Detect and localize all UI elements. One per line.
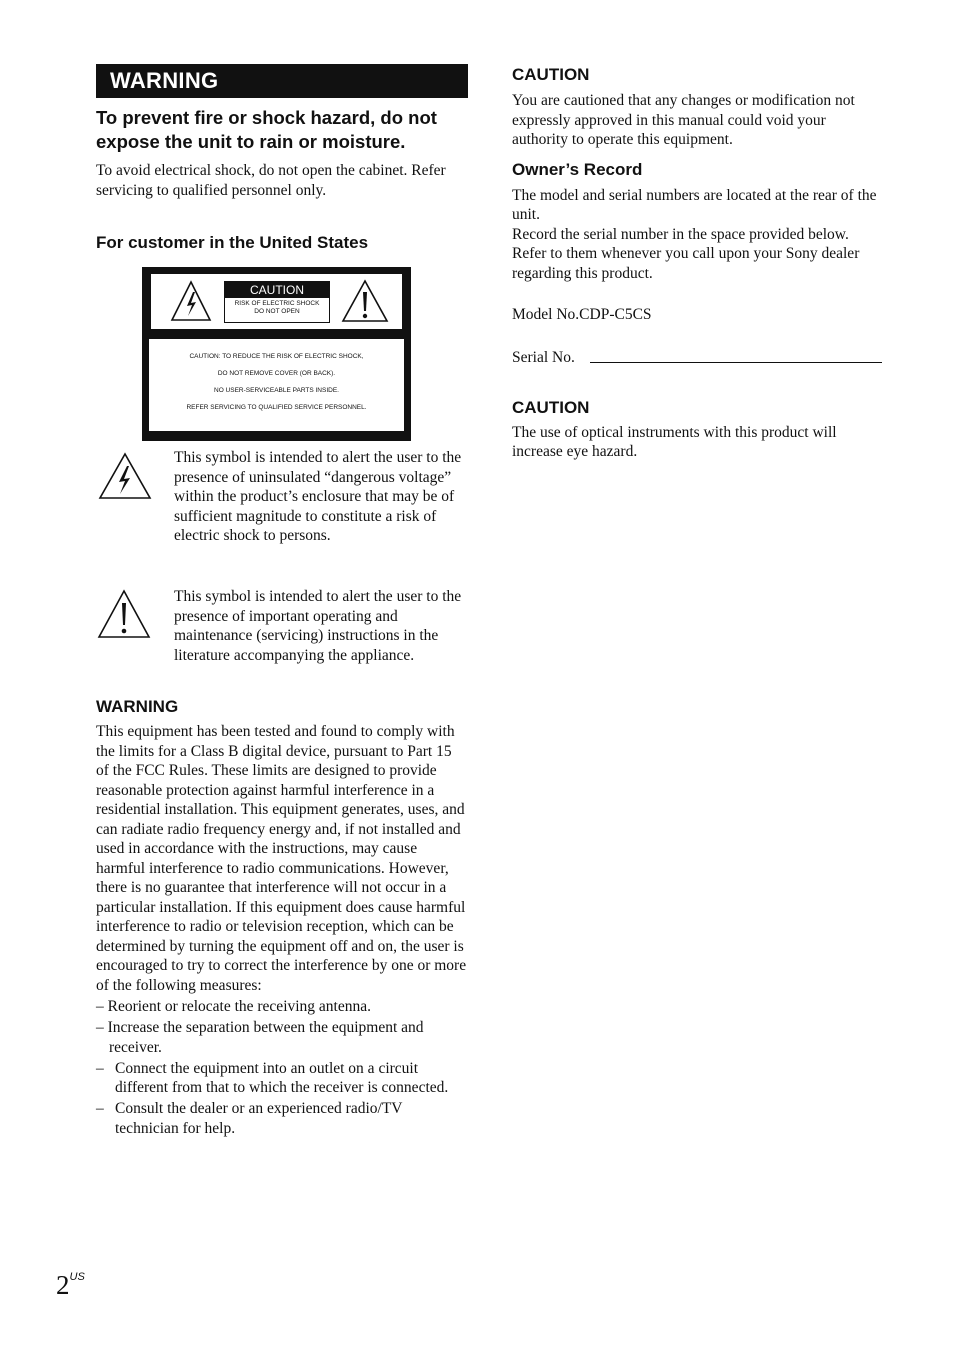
caution-label-top xyxy=(151,274,402,329)
caution-label-text xyxy=(149,339,404,431)
caution-box-line2: DO NOT OPEN xyxy=(254,308,300,315)
caution-text-1: You are cautioned that any changes or modification not expressly approved in this manual could void your authority to operate this equipment. xyxy=(512,92,855,148)
caution-line-2: DO NOT REMOVE COVER (OR BACK). xyxy=(217,370,336,377)
caution-text-2: The use of optical instruments with this product will increase eye hazard. xyxy=(512,423,837,460)
caution-line-3: NO USER-SERVICEABLE PARTS INSIDE. xyxy=(214,387,339,394)
measure-item xyxy=(96,1099,468,1138)
caution-heading-2: CAUTION xyxy=(512,397,590,417)
measure-item: – Increase the separation between the equipment and receiver. xyxy=(96,1019,424,1056)
caution-heading-1: CAUTION xyxy=(512,65,590,84)
owners-record-heading: Owner’s Record xyxy=(512,159,643,179)
serial-number-label: Serial No. xyxy=(512,348,575,366)
measure-text: Connect the equipment into an outlet on a circuit different from that to which the receiver is connected. xyxy=(115,1059,449,1096)
caution-box-head: CAUTION xyxy=(225,282,329,298)
owners-record-text-2: Record the serial number in the space provided below. Refer to them whenever you call upon your Sony dealer regarding this product. xyxy=(512,225,860,282)
fcc-warning-text: This equipment has been tested and found to comply with the limits for a Class B digital device, pursuant to Part 15 of the FCC Rules. These limits are designed to provide reasonable protection against harmful interference in a residential installation. This equipment generates, uses, and can radiate radio frequency energy and, if not installed and used in accordance with the instructions, may cause harmful interference to radio communications. However, there is no guarantee that interference will not occur in a particular installation. If this equipment does cause harmful interference to radio or television reception, which can be determined by turning the equipment off and on, the user is encouraged to try to correct the interference by one or more of the following measures: xyxy=(96,723,467,994)
measure-dash: – xyxy=(96,1059,104,1077)
us-customer-heading: For customer in the United States xyxy=(96,233,369,252)
page-number-suffix: US xyxy=(69,1271,85,1283)
warning-banner: WARNING xyxy=(96,64,468,98)
right-column xyxy=(512,64,884,462)
caution-line-4: REFER SERVICING TO QUALIFIED SERVICE PERSONNEL. xyxy=(186,404,367,411)
fcc-measures-list xyxy=(96,997,468,1138)
exclamation-warning-icon xyxy=(341,279,389,323)
voltage-symbol-text: This symbol is intended to alert the user to the presence of uninsulated “dangerous voltage” within the product’s enclosure that may be of sufficient magnitude to constitute a risk of electric shock to persons. xyxy=(174,449,462,544)
shock-note: To avoid electrical shock, do not open the cabinet. Refer servicing to qualified personnel only. xyxy=(96,162,446,199)
caution-box-line1: RISK OF ELECTRIC SHOCK xyxy=(234,300,320,307)
page-number-value: 2 xyxy=(56,1270,70,1300)
serial-number-row xyxy=(512,348,884,368)
hazard-lead: To prevent fire or shock hazard, do not expose the unit to rain or moisture. xyxy=(96,107,437,152)
lightning-symbol-icon xyxy=(98,452,152,500)
caution-box xyxy=(224,281,330,323)
owners-record-text-1: The model and serial numbers are located at the rear of the unit. xyxy=(512,186,877,223)
model-number: Model No.CDP-C5CS xyxy=(512,306,652,323)
fcc-warning-section xyxy=(96,696,468,1140)
left-column xyxy=(96,64,468,254)
measure-dash: – xyxy=(96,1100,104,1117)
measure-item xyxy=(96,1059,468,1098)
caution-line-1: CAUTION: TO REDUCE THE RISK OF ELECTRIC SHOCK, xyxy=(189,353,364,360)
measure-item: – Reorient or relocate the receiving antenna. xyxy=(96,998,371,1015)
serial-number-blank xyxy=(590,362,882,363)
caution-label xyxy=(142,267,411,441)
measure-text: Consult the dealer or an experienced radio/TV technician for help. xyxy=(115,1100,403,1137)
fcc-warning-heading: WARNING xyxy=(96,697,179,716)
lightning-warning-icon xyxy=(170,280,212,322)
exclamation-symbol-text: This symbol is intended to alert the user to the presence of important operating and maintenance (servicing) instructions in the literature accompanying the appliance. xyxy=(174,588,462,664)
exclamation-symbol-icon xyxy=(97,589,151,639)
page-number xyxy=(56,1262,85,1300)
